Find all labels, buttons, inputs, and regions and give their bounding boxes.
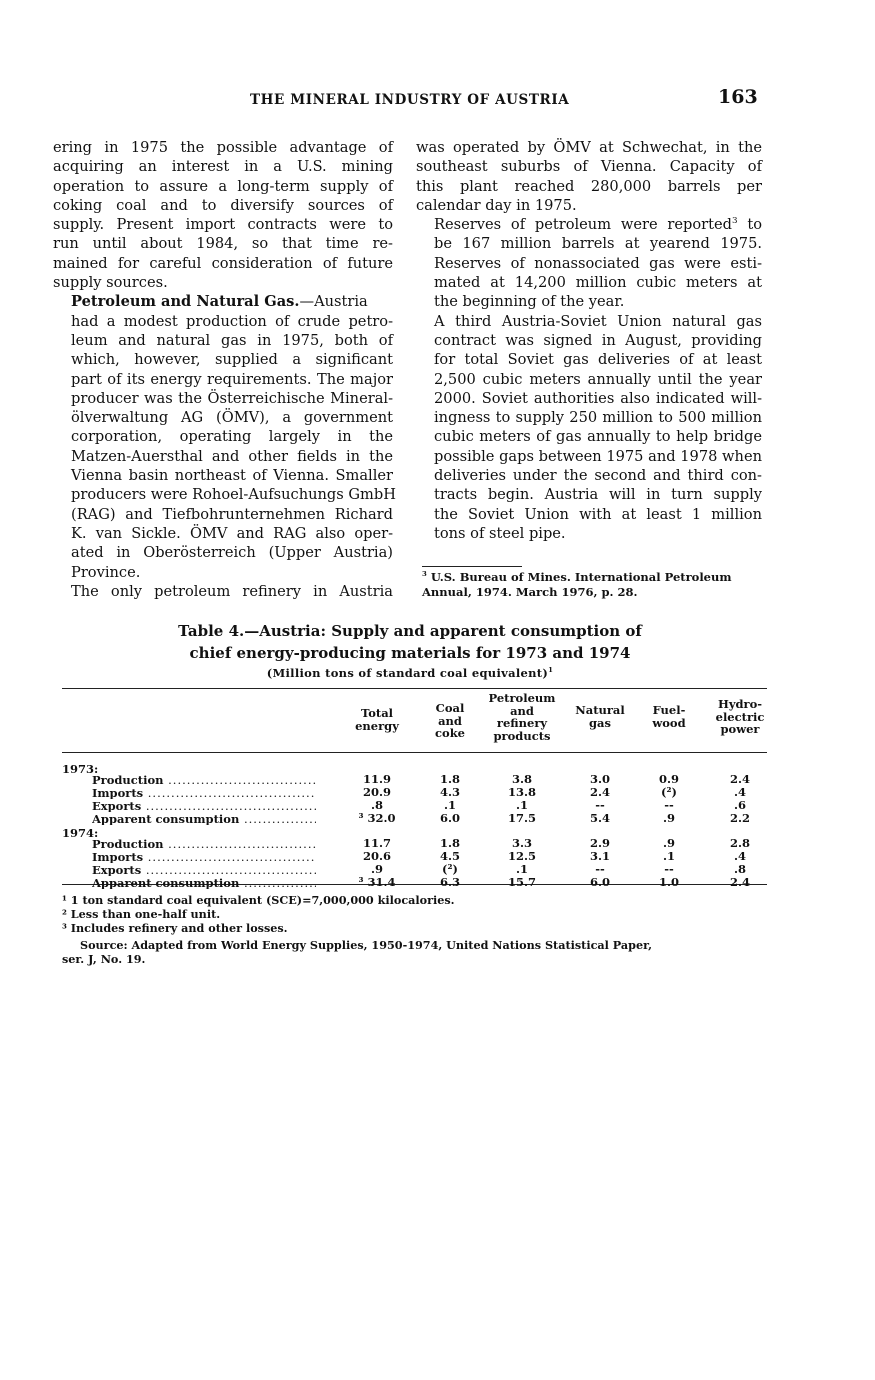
text-line: operation to assure a long-term supply of	[53, 177, 393, 195]
col-header-coal-coke	[420, 702, 480, 740]
paragraph-refinery-continued	[416, 138, 762, 215]
table-cell: .8	[733, 862, 746, 876]
table-cell: .1	[662, 849, 675, 863]
header-line: Petroleum	[488, 691, 556, 705]
header-line: and	[510, 703, 534, 718]
text-line: The only petroleum refinery in Austria	[71, 582, 393, 600]
text-line: for total Soviet gas deliveries of at least	[434, 351, 762, 369]
table-title: Table 4.—Austria: Supply and apparent consumption of	[178, 622, 642, 640]
paragraph-refinery	[53, 582, 393, 601]
table-source: Source: Adapted from World Energy Supplies, 1950-1974, United Nations Statistical Paper,	[80, 938, 653, 952]
footnote-divider	[422, 566, 522, 567]
col-header-fuelwood	[640, 704, 698, 729]
text-line: Reserves of nonassociated gas were esti-	[434, 254, 762, 272]
row-label: Exports .....	[92, 799, 316, 812]
text-line: contract was signed in August, providing	[434, 331, 762, 349]
table-cell: (²)	[661, 785, 677, 799]
text-line: ering in 1975 the possible advantage of	[53, 139, 393, 156]
header-line: power	[720, 722, 760, 736]
right-column	[416, 138, 762, 543]
table-cell: 2.8	[729, 836, 750, 850]
table-cell: 3.3	[511, 836, 532, 850]
table-cell: 2.4	[729, 772, 750, 786]
text-line: Vienna basin northeast of Vienna. Smaller	[71, 467, 393, 485]
text-line	[416, 215, 762, 234]
table-source-line2: ser. J, No. 19.	[62, 952, 146, 966]
text-line: A third Austria-Soviet Union natural gas	[434, 312, 762, 330]
footnote-line	[422, 570, 767, 585]
table-cell: ³ 32.0	[358, 811, 396, 825]
text-fragment: to	[737, 216, 762, 234]
text-line: acquiring an interest in a U.S. mining	[53, 158, 393, 176]
paragraph-reserves	[416, 215, 762, 311]
text-line	[53, 292, 393, 311]
row-label: Production .....	[92, 837, 316, 850]
table-cell: .6	[733, 798, 746, 812]
text-line: had a modest production of crude petro-	[71, 312, 393, 330]
table-cell: 2.2	[729, 811, 750, 825]
footnote-text: U.S. Bureau of Mines. International Petroleum	[430, 570, 732, 584]
table-cell: .9	[370, 862, 383, 876]
table-cell: 3.8	[511, 772, 532, 786]
table-cell: 20.6	[362, 849, 391, 863]
text-line: supply. Present import contracts were to	[53, 216, 393, 234]
header-line: refinery	[496, 716, 548, 730]
row-label: Imports .....	[92, 850, 316, 863]
table-footnote-2: ² Less than one-half unit.	[62, 907, 221, 921]
text-fragment: Reserves of petroleum were reported	[434, 216, 732, 234]
paragraph-coal-supply	[53, 138, 393, 292]
col-header-total-energy	[346, 707, 408, 732]
running-title: THE MINERAL INDUSTRY OF AUSTRIA	[250, 92, 570, 108]
paragraph-petroleum	[53, 292, 396, 581]
table-cell: 6.3	[439, 875, 460, 889]
text-line: leum and natural gas in 1975, both of	[71, 331, 393, 349]
text-line: this plant reached 280,000 barrels per	[416, 177, 762, 195]
table-header-rule	[62, 752, 767, 753]
table-cell: 1.8	[439, 772, 460, 786]
table-cell: (²)	[442, 862, 458, 876]
text-line: calendar day in 1975.	[416, 196, 577, 214]
row-label: Exports .....	[92, 863, 316, 876]
row-label: Apparent consumption .....	[92, 876, 316, 889]
table-cell: --	[595, 862, 605, 876]
footnote-mark: 3	[422, 570, 427, 579]
text-line: cubic meters of gas annually to help bridge	[434, 428, 762, 446]
table-top-rule	[62, 688, 767, 689]
table-cell: 12.5	[507, 849, 536, 863]
text-line: tracts begin. Austria will in turn supply	[434, 486, 762, 504]
text-line: part of its energy requirements. The major	[71, 370, 393, 388]
table-cell: 4.3	[439, 785, 460, 799]
table-cell: 13.8	[507, 785, 536, 799]
text-line: tons of steel pipe.	[434, 524, 566, 542]
table-cell: 3.1	[589, 849, 610, 863]
page-number: 163	[718, 86, 758, 108]
table-cell: .4	[733, 785, 746, 799]
table-cell: 17.5	[507, 811, 536, 825]
table-cell: 3.0	[589, 772, 610, 786]
text-line: mained for careful consideration of future	[53, 254, 393, 272]
table-title-line2: chief energy-producing materials for 1973 and 1974	[189, 644, 631, 662]
table-cell: --	[664, 798, 674, 812]
header-line: and	[438, 713, 462, 728]
table-cell: --	[664, 862, 674, 876]
text-line: producer was the Österreichische Mineral-	[71, 389, 393, 407]
text-line: producers were Rohoel-Aufsuchungs GmbH	[71, 486, 396, 504]
text-line: possible gaps between 1975 and 1978 when	[434, 447, 762, 465]
col-header-hydroelectric	[706, 698, 774, 736]
text-line: the Soviet Union with at least 1 million	[434, 505, 762, 523]
table-cell: .1	[515, 798, 528, 812]
page-header	[0, 86, 875, 116]
year-label: 1973:	[62, 762, 99, 776]
paragraph-gas-contract	[416, 312, 762, 544]
table-units	[60, 666, 760, 680]
footnote-reference: 3	[731, 216, 738, 227]
table-cell: 1.0	[658, 875, 679, 889]
header-line: wood	[652, 715, 686, 730]
header-line: energy	[355, 718, 399, 733]
text-line: corporation, operating largely in the	[71, 428, 393, 446]
row-label: Imports .....	[92, 786, 316, 799]
table-cell: 11.7	[362, 836, 391, 850]
text-line: was operated by ÖMV at Schwechat, in the	[416, 139, 762, 156]
table-cell: .1	[515, 862, 528, 876]
table-footnote-3: ³ Includes refinery and other losses.	[62, 921, 288, 935]
table-cell: 15.7	[507, 875, 536, 889]
text-fragment: —Austria	[299, 293, 368, 311]
header-line: coke	[435, 726, 465, 740]
table-cell: 5.4	[589, 811, 610, 825]
table-cell: 0.9	[658, 772, 679, 786]
header-line: Total	[360, 706, 394, 720]
text-line: K. van Sickle. ÖMV and RAG also oper-	[71, 524, 393, 542]
text-line: ölverwaltung AG (ÖMV), a government	[71, 409, 393, 427]
text-line: mated at 14,200 million cubic meters at	[434, 274, 762, 292]
left-column	[53, 138, 396, 601]
table-cell: 2.4	[589, 785, 610, 799]
text-line: 2000. Soviet authorities also indicated will-	[434, 389, 762, 407]
table-cell: .9	[662, 811, 675, 825]
table-cell: 4.5	[439, 849, 460, 863]
year-label: 1974:	[62, 826, 99, 840]
row-label: Apparent consumption .....	[92, 812, 316, 825]
text-line: 2,500 cubic meters annually until the year	[434, 370, 762, 388]
page-footnote	[422, 570, 767, 600]
text-line: which, however, supplied a significant	[71, 351, 393, 369]
text-line: (RAG) and Tiefbohrunternehmen Richard	[71, 505, 393, 523]
text-line: deliveries under the second and third con-	[434, 467, 762, 485]
table-cell: .9	[662, 836, 675, 850]
text-line: the beginning of the year.	[434, 293, 625, 311]
text-line: Matzen-Auersthal and other fields in the	[71, 447, 393, 465]
table-footnote-1: ¹ 1 ton standard coal equivalent (SCE)=7,000,000 kilocalories.	[62, 893, 455, 907]
header-line: electric	[715, 709, 765, 724]
table-cell: 1.8	[439, 836, 460, 850]
footnote-line: Annual, 1974. March 1976, p. 28.	[422, 585, 638, 599]
header-line: gas	[589, 715, 611, 730]
text-line: run until about 1984, so that time re-	[53, 235, 393, 253]
footnote-reference: 1	[548, 666, 554, 675]
table-cell: .1	[443, 798, 456, 812]
col-header-petroleum	[482, 692, 562, 742]
table-cell: 2.4	[729, 875, 750, 889]
text-line: southeast suburbs of Vienna. Capacity of	[416, 158, 762, 176]
text-line: Province.	[71, 563, 141, 581]
table-cell: .4	[733, 849, 746, 863]
table-cell: ³ 31.4	[358, 875, 396, 889]
header-line: Hydro-	[717, 697, 763, 711]
table-cell: 11.9	[362, 772, 391, 786]
table-cell: 2.9	[589, 836, 610, 850]
table-cell: 6.0	[589, 875, 610, 889]
units-text: (Million tons of standard coal equivalent)	[266, 666, 549, 680]
header-line: Fuel-	[652, 703, 686, 717]
header-line: Coal	[435, 701, 465, 715]
table-cell: 6.0	[439, 811, 460, 825]
table-cell: --	[595, 798, 605, 812]
header-line: Natural	[575, 703, 625, 717]
header-line: products	[493, 728, 551, 743]
text-line: coking coal and to diversify sources of	[53, 196, 393, 214]
row-label: Production .....	[92, 773, 316, 786]
text-line: ingness to supply 250 million to 500 million	[434, 409, 762, 427]
col-header-natural-gas	[566, 704, 634, 729]
text-line: be 167 million barrels at yearend 1975.	[434, 235, 762, 253]
text-line: ated in Oberösterreich (Upper Austria)	[71, 544, 393, 562]
text-line: supply sources.	[53, 274, 168, 292]
table-cell: .8	[370, 798, 383, 812]
section-run-in-heading: Petroleum and Natural Gas.	[71, 293, 300, 311]
table-cell: 20.9	[362, 785, 391, 799]
